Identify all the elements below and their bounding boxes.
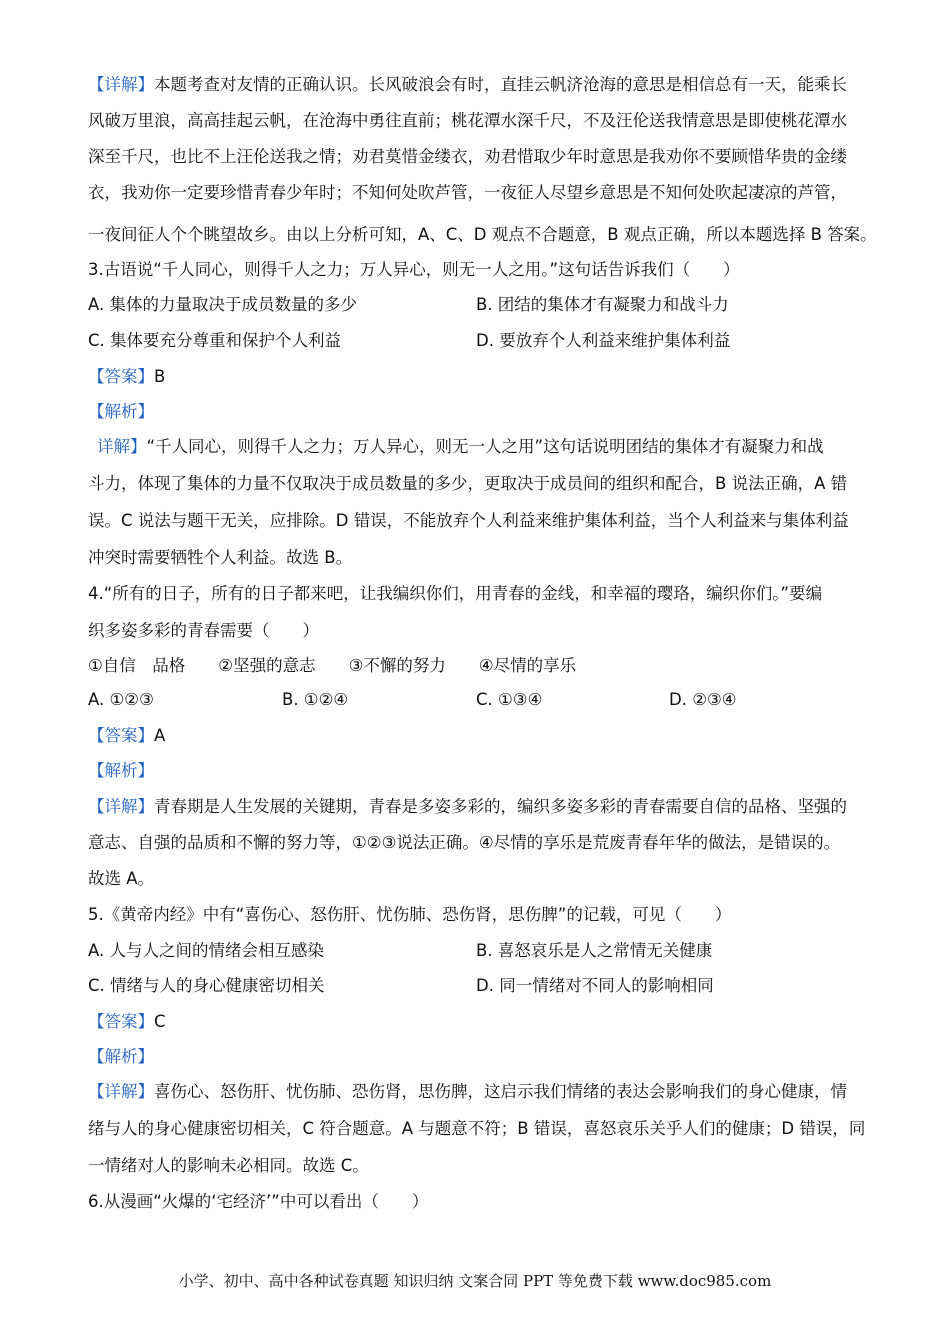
q4-stem-line-2: 织多姿多彩的青春需要（ ） [88,621,319,640]
q4-option-d: D. ②③④ [669,690,737,709]
q3-option-c: C. 集体要充分尊重和保护个人利益 [88,331,342,350]
q3-detail-line-4: 冲突时需要牺牲个人利益。故选 B。 [88,548,353,567]
q5-option-b: B. 喜怒哀乐是人之常情无关健康 [476,941,713,960]
q2-detail-line-2: 风破万里浪，高高挂起云帆，在沧海中勇往直前；桃花潭水深千尺，不及汪伦送我情意思是即使桃花潭水 [88,111,847,130]
q5-option-c: C. 情绪与人的身心健康密切相关 [88,976,325,995]
q5-detail-line-1: 【详解】喜伤心、怒伤肝、忧伤肺、恐伤肾，思伤脾，这启示我们情绪的表达会影响我们的身心健康，情 [88,1082,847,1101]
q3-option-a: A. 集体的力量取决于成员数量的多少 [88,295,357,314]
q2-detail-line-1: 【详解】本题考查对友情的正确认识。长风破浪会有时，直挂云帆济沧海的意思是相信总有一天，能乘长 [88,75,847,94]
q3-analysis-heading: 【解析】 [88,402,154,421]
q5-option-a: A. 人与人之间的情绪会相互感染 [88,941,324,960]
q4-detail-line-3: 故选 A。 [88,869,155,888]
q4-option-a: A. ①②③ [88,690,154,709]
q5-option-d: D. 同一情绪对不同人的影响相同 [476,976,714,995]
q2-detail-line-5: 一夜间征人个个眺望故乡。由以上分析可知，A、C、D 观点不合题意，B 观点正确，所以本题选择 B 答案。 [88,225,877,244]
q3-answer: 【答案】B [88,367,166,386]
q2-detail-line-4: 衣，我劝你一定要珍惜青春少年时；不知何处吹芦管，一夜征人尽望乡意思是不知何处吹起凄凉的芦管， [88,183,847,202]
q4-analysis-heading: 【解析】 [88,761,154,780]
q4-detail-line-1: 【详解】青春期是人生发展的关键期，青春是多姿多彩的，编织多姿多彩的青春需要自信的品格、坚强的 [88,797,847,816]
q3-stem: 3.古语说“千人同心，则得千人之力；万人异心，则无一人之用。”这句话告诉我们（ ） [88,260,740,279]
q5-answer: 【答案】C [88,1012,166,1031]
q4-items: ①自信 品格 ②坚强的意志 ③不懈的努力 ④尽情的享乐 [88,656,577,675]
q4-option-b: B. ①②④ [282,690,349,709]
q3-option-d: D. 要放弃个人利益来维护集体利益 [476,331,731,350]
page-footer: 小学、初中、高中各种试卷真题 知识归纳 文案合同 PPT 等免费下载 www.doc985.com [178,1272,772,1290]
q5-analysis-heading: 【解析】 [88,1047,154,1066]
q4-stem-line-1: 4.“所有的日子，所有的日子都来吧，让我编织你们，用青春的金线，和幸福的璎珞，编织你们。”要编 [88,584,823,603]
q6-stem: 6.从漫画“火爆的‘宅经济’”中可以看出（ ） [88,1192,429,1211]
q3-detail-line-2: 斗力，体现了集体的力量不仅取决于成员数量的多少，更取决于成员间的组织和配合，B 说法正确，A 错 [88,474,848,493]
q3-option-b: B. 团结的集体才有凝聚力和战斗力 [476,295,729,314]
q5-detail-line-3: 一情绪对人的影响未必相同。故选 C。 [88,1156,369,1175]
q3-detail-line-3: 误。C 说法与题干无关，应排除。D 错误，不能放弃个人利益来维护集体利益，当个人利益来与集体利益 [88,511,849,530]
q2-detail-line-3: 深至千尺，也比不上汪伦送我之情；劝君莫惜金缕衣，劝君惜取少年时意思是我劝你不要顾惜华贵的金缕 [88,147,847,166]
q5-detail-line-2: 绪与人的身心健康密切相关，C 符合题意。A 与题意不符；B 错误，喜怒哀乐关乎人们的健康；D 错误，同 [88,1119,866,1138]
q5-stem: 5.《黄帝内经》中有“喜伤心、怒伤肝、忧伤肺、恐伤肾，思伤脾”的记载，可见（ ） [88,905,732,924]
q4-answer: 【答案】A [88,726,166,745]
q3-detail-line-1: 详解】“千人同心，则得千人之力；万人异心，则无一人之用”这句话说明团结的集体才有凝聚力和战 [97,437,824,456]
detail-tag: 【详解】 [88,75,154,94]
q4-option-c: C. ①③④ [476,690,543,709]
q4-detail-line-2: 意志、自强的品质和不懈的努力等，①②③说法正确。④尽情的享乐是荒废青春年华的做法，是错误的。 [88,833,841,852]
